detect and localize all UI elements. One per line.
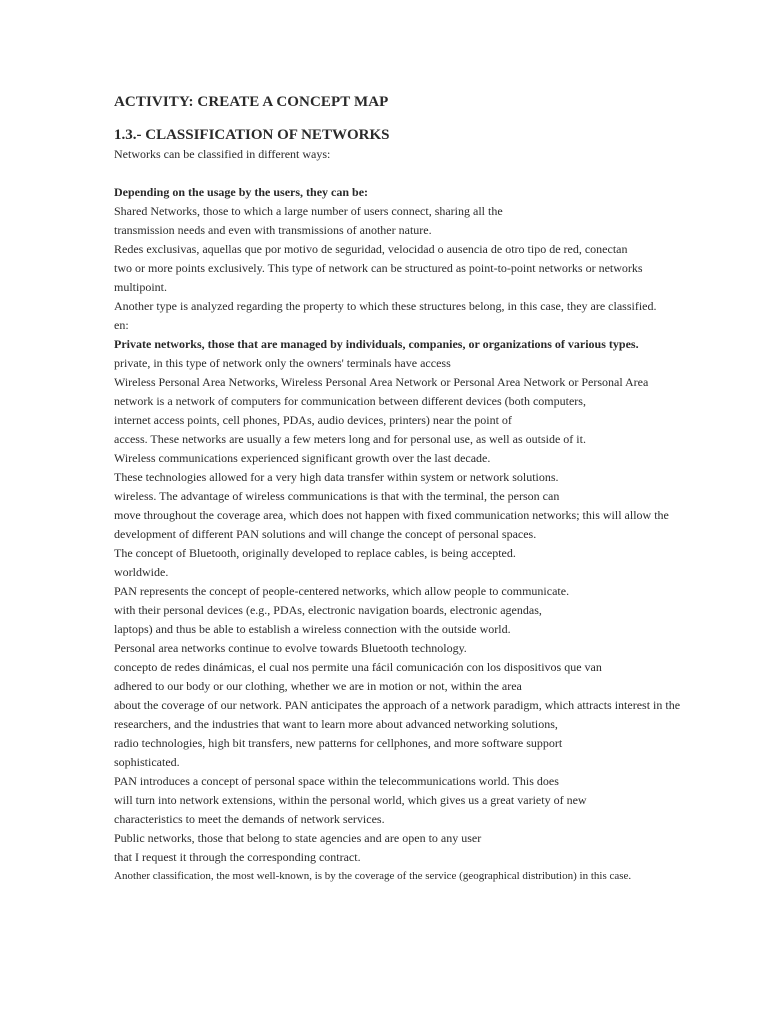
section-heading: 1.3.- CLASSIFICATION OF NETWORKS — [114, 127, 390, 143]
text-line: radio technologies, high bit transfers, new patterns for cellphones, and more software support — [114, 736, 563, 750]
text-line: Another type is analyzed regarding the property to which these structures belong, in this case, they are classified. — [114, 299, 657, 313]
text-line: internet access points, cell phones, PDAs, audio devices, printers) near the point of — [114, 413, 512, 427]
text-line: move throughout the coverage area, which does not happen with fixed communication networks; this will allow the — [114, 508, 669, 522]
text-line: with their personal devices (e.g., PDAs, electronic navigation boards, electronic agendas, — [114, 603, 542, 617]
text-line: PAN represents the concept of people-centered networks, which allow people to communicate. — [114, 584, 570, 598]
text-line: Wireless communications experienced significant growth over the last decade. — [114, 451, 491, 465]
text-line: Another classification, the most well-known, is by the coverage of the service (geographical distribution) in this case. — [114, 870, 632, 882]
text-line: wireless. The advantage of wireless communications is that with the terminal, the person can — [114, 489, 560, 503]
text-line: Redes exclusivas, aquellas que por motivo de seguridad, velocidad o ausencia de otro tipo de red, conectan — [114, 242, 628, 256]
text-line: worldwide. — [114, 565, 169, 579]
text-line: will turn into network extensions, within the personal world, which gives us a great variety of new — [114, 793, 587, 807]
text-line: about the coverage of our network. PAN anticipates the approach of a network paradigm, which attracts interest in the — [114, 698, 681, 712]
text-line: transmission needs and even with transmissions of another nature. — [114, 223, 432, 237]
text-line: Private networks, those that are managed by individuals, companies, or organizations of various types. — [114, 337, 639, 351]
text-line: Depending on the usage by the users, they can be: — [114, 185, 369, 199]
blank-line — [114, 164, 714, 183]
text-line: network is a network of computers for communication between different devices (both computers, — [114, 394, 586, 408]
text-line: laptops) and thus be able to establish a wireless connection with the outside world. — [114, 622, 511, 636]
text-line: multipoint. — [114, 280, 168, 294]
text-line: access. These networks are usually a few meters long and for personal use, as well as outside of it. — [114, 432, 586, 446]
text-line: development of different PAN solutions and will change the concept of personal spaces. — [114, 527, 537, 541]
text-line: private, in this type of network only the owners' terminals have access — [114, 356, 451, 370]
text-line: researchers, and the industries that want to learn more about advanced networking solutions, — [114, 717, 558, 731]
text-line: The concept of Bluetooth, originally developed to replace cables, is being accepted. — [114, 546, 516, 560]
document-page — [114, 92, 714, 886]
text-line: Personal area networks continue to evolve towards Bluetooth technology. — [114, 641, 467, 655]
text-line: Shared Networks, those to which a large number of users connect, sharing all the — [114, 204, 503, 218]
text-line: Networks can be classified in different ways: — [114, 147, 331, 161]
text-line: characteristics to meet the demands of network services. — [114, 812, 385, 826]
text-line: concepto de redes dinámicas, el cual nos permite una fácil comunicación con los dispositivos que van — [114, 660, 602, 674]
text-line: Public networks, those that belong to state agencies and are open to any user — [114, 831, 482, 845]
text-line: that I request it through the corresponding contract. — [114, 850, 361, 864]
text-line: two or more points exclusively. This type of network can be structured as point-to-point networks or networks — [114, 261, 643, 275]
text-line: adhered to our body or our clothing, whether we are in motion or not, within the area — [114, 679, 522, 693]
text-line: sophisticated. — [114, 755, 180, 769]
document-body — [114, 145, 714, 886]
text-line: Wireless Personal Area Networks, Wireless Personal Area Network or Personal Area Network or Personal Area — [114, 375, 649, 389]
text-line: These technologies allowed for a very high data transfer within system or network solutions. — [114, 470, 559, 484]
text-line: PAN introduces a concept of personal space within the telecommunications world. This does — [114, 774, 559, 788]
activity-title: ACTIVITY: CREATE A CONCEPT MAP — [114, 94, 389, 110]
text-line: en: — [114, 318, 129, 332]
